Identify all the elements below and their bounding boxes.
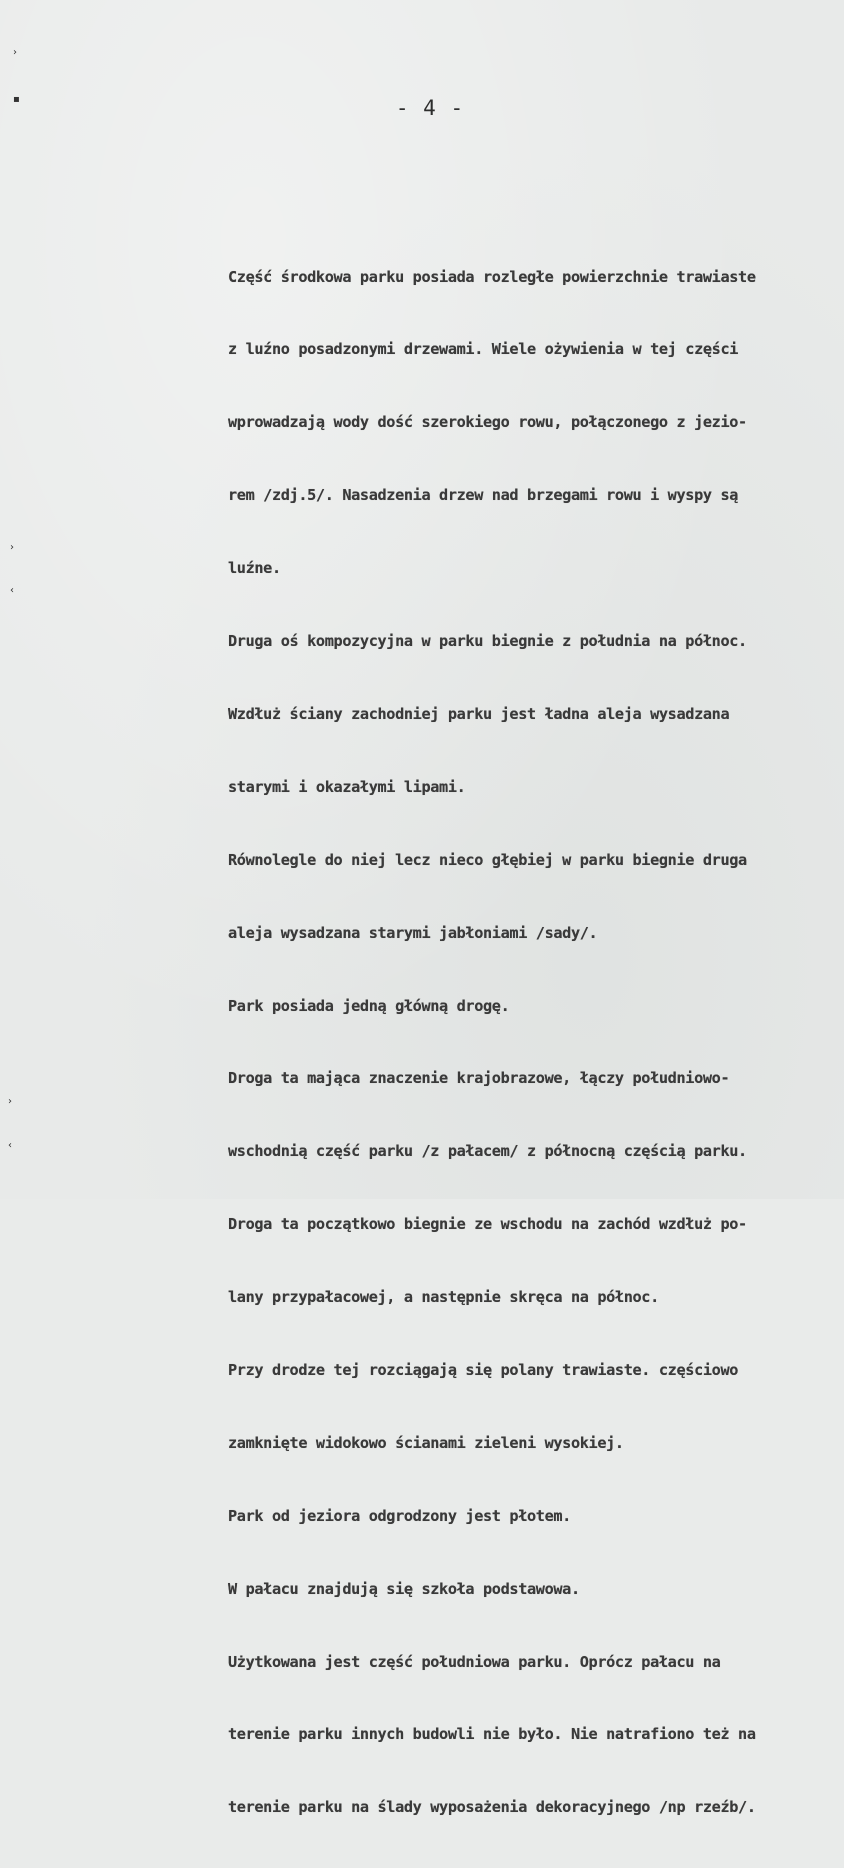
text-line: Część środkowa parku posiada rozległe powierzchnie trawiaste xyxy=(228,267,756,286)
text-line: z luźno posadzonymi drzewami. Wiele ożywienia w tej części xyxy=(228,340,739,359)
text-line: terenie parku innych budowli nie było. Nie natrafiono też na xyxy=(228,1725,756,1744)
text-line: rem /zdj.5/. Nasadzenia drzew nad brzegami rowu i wyspy są xyxy=(228,486,739,505)
text-line: luźne. xyxy=(228,559,281,578)
text-line: terenie parku na ślady wyposażenia dekoracyjnego /np rzeźb/. xyxy=(228,1798,756,1817)
text-line: zamknięte widokowo ścianami zieleni wysokiej. xyxy=(228,1433,624,1452)
text-line: Użytkowana jest część południowa parku. Oprócz pałacu na xyxy=(228,1652,721,1671)
margin-mark: › xyxy=(10,542,14,553)
page-number: - 4 - xyxy=(395,96,465,120)
text-line: aleja wysadzana starymi jabłoniami /sady/. xyxy=(228,923,598,942)
text-line: Druga oś kompozycyjna w parku biegnie z południa na północ. xyxy=(228,632,747,651)
text-line: W pałacu znajdują się szkoła podstawowa. xyxy=(228,1579,580,1598)
margin-mark: ‹ xyxy=(8,1140,12,1151)
text-line: lany przypałacowej, a następnie skręca na północ. xyxy=(228,1288,659,1307)
text-line: Park posiada jedną główną drogę. xyxy=(228,996,510,1015)
text-line: Równolegle do niej lecz nieco głębiej w parku biegnie druga xyxy=(228,850,747,869)
text-line: Droga ta początkowo biegnie ze wschodu na zachód wzdłuż po- xyxy=(228,1215,747,1234)
body-paragraph xyxy=(228,216,842,1868)
margin-mark: › xyxy=(13,47,17,58)
margin-mark: ▪ xyxy=(13,94,20,105)
text-line: Wzdłuż ściany zachodniej parku jest ładna aleja wysadzana xyxy=(228,704,730,723)
text-line: wschodnią część parku /z pałacem/ z północną częścią parku. xyxy=(228,1142,747,1161)
margin-mark: ‹ xyxy=(10,585,14,596)
text-line: Droga ta mająca znaczenie krajobrazowe, łączy południowo- xyxy=(228,1069,730,1088)
text-line: starymi i okazałymi lipami. xyxy=(228,777,466,796)
text-line: Przy drodze tej rozciągają się polany trawiaste. częściowo xyxy=(228,1360,739,1379)
margin-mark: › xyxy=(8,1096,12,1107)
text-line: Park od jeziora odgrodzony jest płotem. xyxy=(228,1506,571,1525)
text-line: wprowadzają wody dość szerokiego rowu, połączonego z jezio- xyxy=(228,413,747,432)
